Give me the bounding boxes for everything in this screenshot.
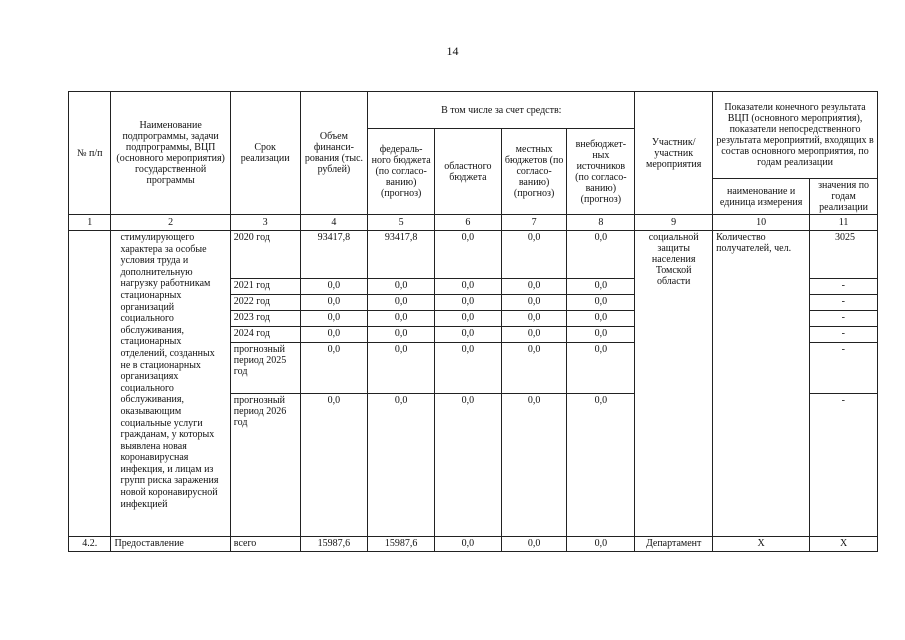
col-number: 7 — [501, 215, 567, 231]
cell-indicator-name: X — [713, 537, 810, 552]
col-number: 5 — [368, 215, 435, 231]
page-number: 14 — [446, 44, 459, 58]
col-number: 1 — [69, 215, 111, 231]
cell-total: 0,0 — [300, 295, 368, 311]
cell-participant: социальной защиты населения Томской области — [635, 231, 713, 537]
header-regional: областного бюджета — [435, 129, 502, 215]
cell-indicator-value: - — [810, 311, 878, 327]
header-participant: Участник/ участник мероприятия — [635, 92, 713, 215]
table-row — [69, 537, 878, 552]
cell-regional: 0,0 — [435, 231, 502, 279]
col-number: 2 — [111, 215, 230, 231]
header-num: № п/п — [69, 92, 111, 215]
header-extra: внебюджет-ных источников (по согласо-ванию) (прогноз) — [567, 129, 635, 215]
cell-period: прогнозный период 2026 год — [230, 394, 300, 537]
header-indicator-value: значения по годам реализации — [810, 179, 878, 215]
cell-indicator-value: - — [810, 295, 878, 311]
cell-total: 0,0 — [300, 327, 368, 343]
cell-federal: 0,0 — [368, 279, 435, 295]
cell-indicator-value: - — [810, 343, 878, 394]
cell-federal: 0,0 — [368, 343, 435, 394]
col-number: 6 — [435, 215, 502, 231]
cell-federal: 0,0 — [368, 394, 435, 537]
cell-local: 0,0 — [501, 279, 567, 295]
cell-regional: 0,0 — [435, 537, 502, 552]
cell-total: 0,0 — [300, 279, 368, 295]
cell-local: 0,0 — [501, 327, 567, 343]
cell-total: 93417,8 — [300, 231, 368, 279]
col-number: 3 — [230, 215, 300, 231]
cell-federal: 0,0 — [368, 311, 435, 327]
cell-extra: 0,0 — [567, 295, 635, 311]
program-table — [68, 91, 878, 552]
cell-federal: 0,0 — [368, 295, 435, 311]
col-number: 9 — [635, 215, 713, 231]
header-funds-group: В том числе за счет средств: — [368, 92, 635, 129]
cell-extra: 0,0 — [567, 311, 635, 327]
header-indicators-group: Показатели конечного результата ВЦП (основного мероприятия), показатели непосредственного результата мероприятий, входящих в состав основного мероприятия, по годам реализации — [713, 92, 878, 179]
cell-local: 0,0 — [501, 343, 567, 394]
cell-total: 0,0 — [300, 394, 368, 537]
cell-local: 0,0 — [501, 295, 567, 311]
cell-local: 0,0 — [501, 231, 567, 279]
col-number: 4 — [300, 215, 368, 231]
cell-period: 2020 год — [230, 231, 300, 279]
col-number: 11 — [810, 215, 878, 231]
cell-period: прогнозный период 2025 год — [230, 343, 300, 394]
cell-extra: 0,0 — [567, 279, 635, 295]
cell-extra: 0,0 — [567, 537, 635, 552]
cell-extra: 0,0 — [567, 343, 635, 394]
cell-indicator-value: - — [810, 279, 878, 295]
cell-regional: 0,0 — [435, 311, 502, 327]
header-name: Наименование подпрограммы, задачи подпрограммы, ВЦП (основного мероприятия) государственной программы — [111, 92, 230, 215]
cell-indicator-value: - — [810, 327, 878, 343]
cell-total: 0,0 — [300, 343, 368, 394]
cell-period: 2022 год — [230, 295, 300, 311]
cell-regional: 0,0 — [435, 327, 502, 343]
header-local: местных бюджетов (по согласо-ванию) (прогноз) — [501, 129, 567, 215]
table-row — [69, 231, 878, 279]
header-federal: федераль-ного бюджета (по согласо-ванию) (прогноз) — [368, 129, 435, 215]
cell-period: всего — [230, 537, 300, 552]
cell-indicator-value: - — [810, 394, 878, 537]
cell-indicator-value: X — [810, 537, 878, 552]
cell-period: 2023 год — [230, 311, 300, 327]
cell-local: 0,0 — [501, 537, 567, 552]
cell-empty — [69, 231, 111, 537]
cell-total: 15987,6 — [300, 537, 368, 552]
measure-description: стимулирующего характера за особые условия труда и дополнительную нагрузку работникам стационарных организаций социального обслуживания, стационарных отделений, созданных не в стационарных организациях социального обслуживания, оказывающим социальные услуги гражданам, у которых выявлена новая коронавирусная инфекция, и лицам из групп риска заражения новой коронавирусной инфекцией — [111, 231, 230, 537]
header-indicator-name: наименование и единица измерения — [713, 179, 810, 215]
cell-indicator-name: Количество получателей, чел. — [713, 231, 810, 537]
cell-local: 0,0 — [501, 394, 567, 537]
cell-name: Предоставление — [111, 537, 230, 552]
cell-regional: 0,0 — [435, 279, 502, 295]
col-number: 10 — [713, 215, 810, 231]
cell-participant: Департамент — [635, 537, 713, 552]
cell-regional: 0,0 — [435, 343, 502, 394]
cell-period: 2021 год — [230, 279, 300, 295]
cell-period: 2024 год — [230, 327, 300, 343]
cell-regional: 0,0 — [435, 295, 502, 311]
cell-federal: 93417,8 — [368, 231, 435, 279]
cell-regional: 0,0 — [435, 394, 502, 537]
cell-indicator-value: 3025 — [810, 231, 878, 279]
cell-extra: 0,0 — [567, 231, 635, 279]
cell-extra: 0,0 — [567, 394, 635, 537]
header-total: Объем финанси-рования (тыс. рублей) — [300, 92, 368, 215]
cell-federal: 0,0 — [368, 327, 435, 343]
col-number: 8 — [567, 215, 635, 231]
cell-total: 0,0 — [300, 311, 368, 327]
cell-local: 0,0 — [501, 311, 567, 327]
cell-num: 4.2. — [69, 537, 111, 552]
header-period: Срок реализации — [230, 92, 300, 215]
cell-extra: 0,0 — [567, 327, 635, 343]
cell-federal: 15987,6 — [368, 537, 435, 552]
